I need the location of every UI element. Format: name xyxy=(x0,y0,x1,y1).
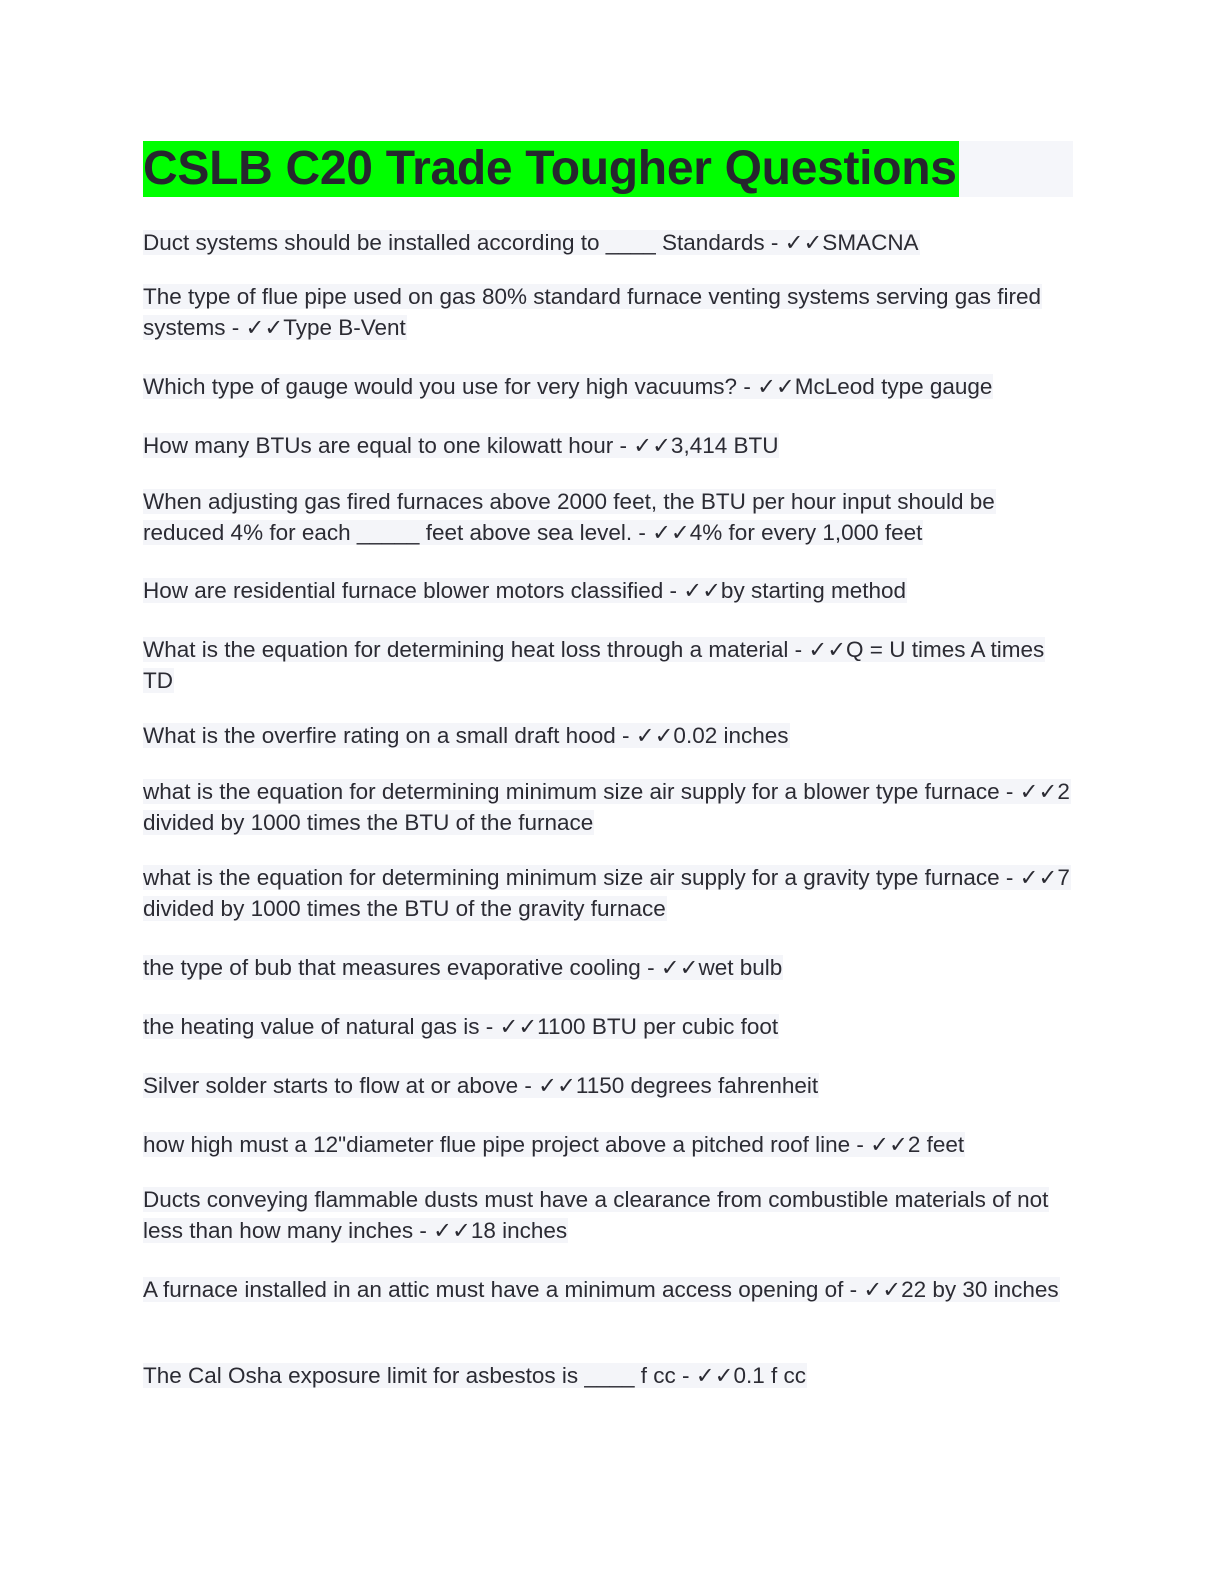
qa-item xyxy=(143,1011,1073,1042)
qa-item-text: what is the equation for determining minimum size air supply for a blower type furnace - ✓✓2 divided by 1000 times the BTU of the furnace xyxy=(143,779,1070,835)
qa-item-text: Which type of gauge would you use for very high vacuums? - ✓✓McLeod type gauge xyxy=(143,374,993,399)
qa-item xyxy=(143,371,1073,402)
qa-item xyxy=(143,281,1073,343)
qa-item-text: what is the equation for determining minimum size air supply for a gravity type furnace - ✓✓7 divided by 1000 times the BTU of the gravity furnace xyxy=(143,865,1070,921)
qa-item-text: Silver solder starts to flow at or above - ✓✓1150 degrees fahrenheit xyxy=(143,1073,819,1098)
qa-item xyxy=(143,227,1073,258)
qa-item-text: Ducts conveying flammable dusts must have a clearance from combustible materials of not less than how many inches - ✓✓18 inches xyxy=(143,1187,1049,1243)
document-page xyxy=(143,141,1073,1388)
qa-item xyxy=(143,430,1073,461)
title-bar xyxy=(143,141,1073,197)
qa-item-text: the type of bub that measures evaporative cooling - ✓✓wet bulb xyxy=(143,955,783,980)
qa-item-text: The type of flue pipe used on gas 80% standard furnace venting systems serving gas fired systems - ✓✓Type B-Vent xyxy=(143,284,1042,340)
qa-item xyxy=(143,575,1073,606)
qa-item-text: What is the overfire rating on a small draft hood - ✓✓0.02 inches xyxy=(143,723,789,748)
qa-item-text: A furnace installed in an attic must have a minimum access opening of - ✓✓22 by 30 inches xyxy=(143,1277,1059,1302)
qa-item xyxy=(143,862,1073,924)
qa-item-text: The Cal Osha exposure limit for asbestos is ____ f cc - ✓✓0.1 f cc xyxy=(143,1363,806,1388)
qa-item xyxy=(143,1274,1073,1305)
qa-item-text: the heating value of natural gas is - ✓✓1100 BTU per cubic foot xyxy=(143,1014,779,1039)
qa-item-text: how high must a 12"diameter flue pipe project above a pitched roof line - ✓✓2 feet xyxy=(143,1132,965,1157)
qa-item xyxy=(143,486,1073,548)
qa-item-text: How many BTUs are equal to one kilowatt hour - ✓✓3,414 BTU xyxy=(143,433,779,458)
page-title: CSLB C20 Trade Tougher Questions xyxy=(143,142,957,195)
qa-item-text: When adjusting gas fired furnaces above 2000 feet, the BTU per hour input should be reduced 4% for each _____ feet above sea level. - ✓✓4% for every 1,000 feet xyxy=(143,489,995,545)
qa-item xyxy=(143,1070,1073,1101)
qa-item xyxy=(143,634,1073,696)
qa-item xyxy=(143,776,1073,838)
qa-item xyxy=(143,720,1073,751)
qa-item-text: What is the equation for determining heat loss through a material - ✓✓Q = U times A times TD xyxy=(143,637,1045,693)
qa-item-text: Duct systems should be installed according to ____ Standards - ✓✓SMACNA xyxy=(143,230,919,255)
qa-item-text: How are residential furnace blower motors classified - ✓✓by starting method xyxy=(143,578,907,603)
qa-item xyxy=(143,1129,1073,1160)
qa-item xyxy=(143,1184,1073,1246)
qa-item xyxy=(143,952,1073,983)
qa-item xyxy=(143,1360,1073,1391)
